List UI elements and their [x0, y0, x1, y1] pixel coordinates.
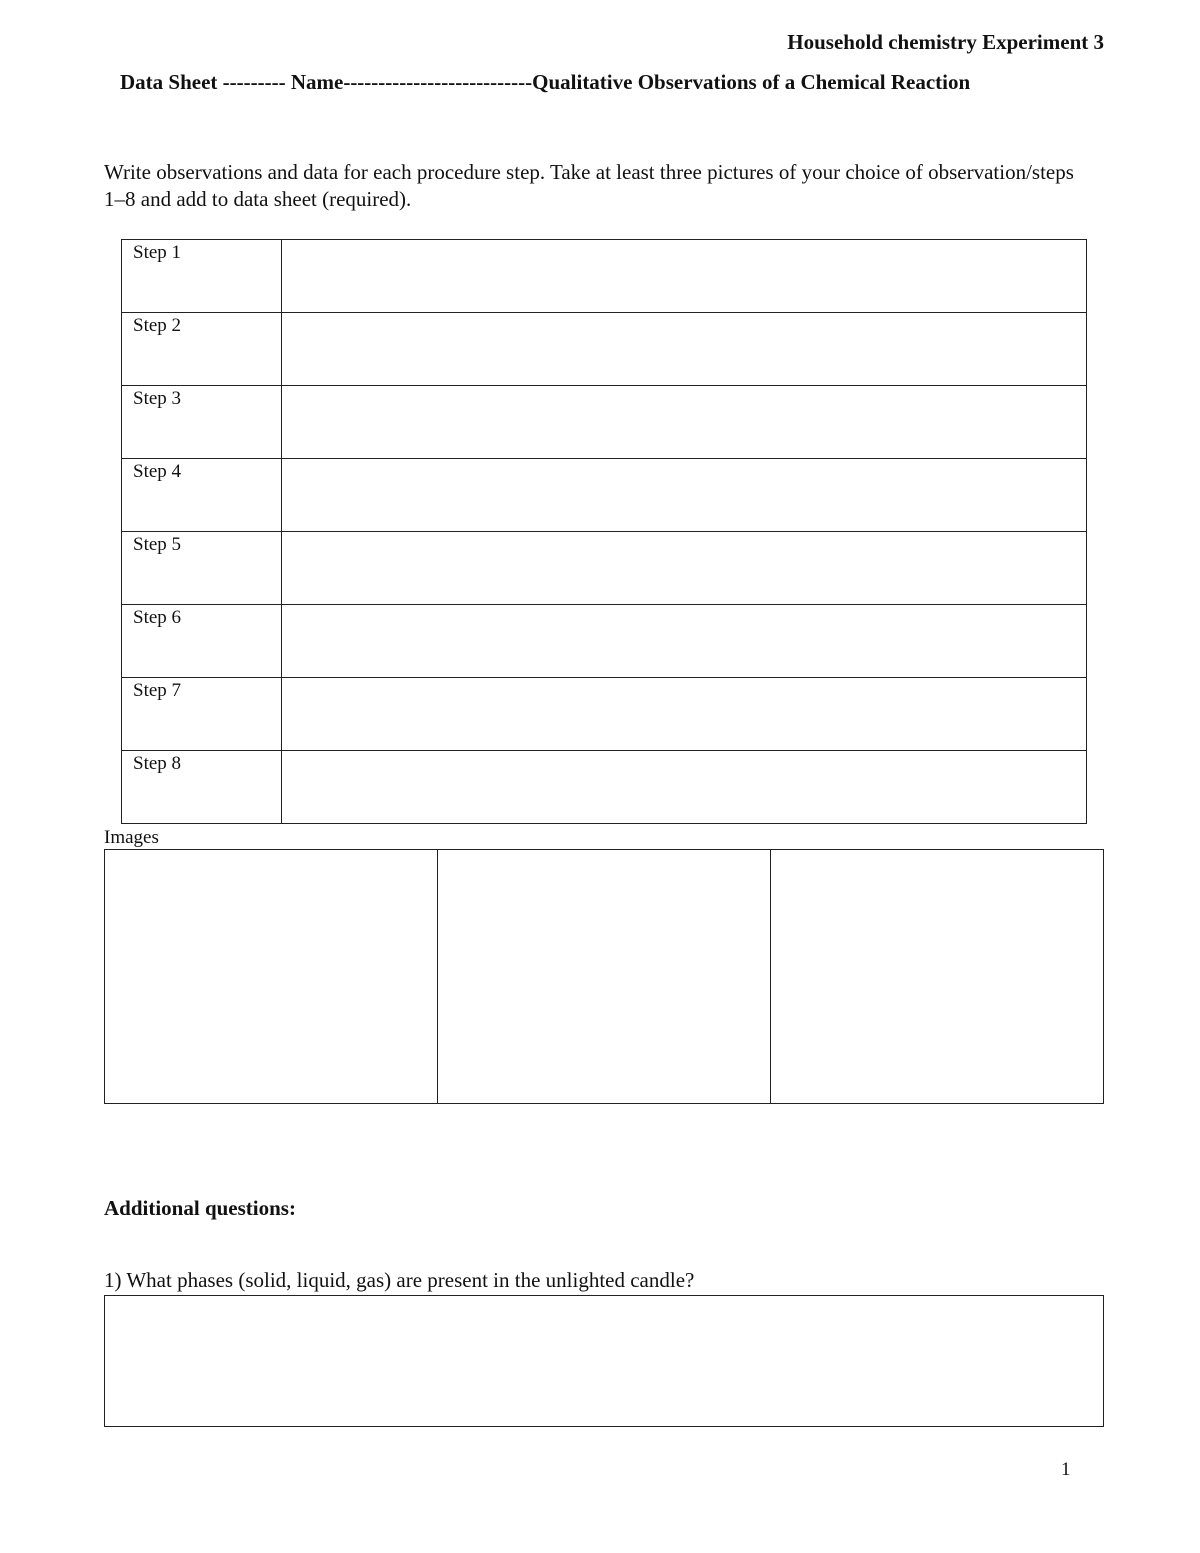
table-row	[122, 240, 1087, 313]
table-row	[122, 605, 1087, 678]
images-table	[104, 849, 1104, 1104]
step-label: Step 3	[122, 386, 282, 459]
step-label: Step 2	[122, 313, 282, 386]
step-observation-cell[interactable]	[282, 605, 1087, 678]
instructions-text: Write observations and data for each procedure step. Take at least three pictures of your choice of observation/steps 1–8 and add to data sheet (required).	[104, 160, 1074, 211]
steps-table	[121, 239, 1087, 824]
step-label: Step 7	[122, 678, 282, 751]
image-slot[interactable]	[105, 850, 438, 1104]
step-label: Step 1	[122, 240, 282, 313]
question-1-text: 1) What phases (solid, liquid, gas) are present in the unlighted candle?	[104, 1268, 695, 1292]
table-row	[122, 751, 1087, 824]
data-sheet-header: Data Sheet --------- Name---------------------------Qualitative Observations of a Chemical Reaction	[120, 70, 971, 94]
image-slot[interactable]	[438, 850, 771, 1104]
step-observation-cell[interactable]	[282, 240, 1087, 313]
page-number: 1	[1061, 1459, 1071, 1480]
step-observation-cell[interactable]	[282, 313, 1087, 386]
table-row	[122, 532, 1087, 605]
step-label: Step 8	[122, 751, 282, 824]
experiment-title: Household chemistry Experiment 3	[787, 30, 1104, 54]
step-observation-cell[interactable]	[282, 678, 1087, 751]
step-label: Step 4	[122, 459, 282, 532]
step-observation-cell[interactable]	[282, 751, 1087, 824]
image-slot[interactable]	[771, 850, 1104, 1104]
step-label: Step 6	[122, 605, 282, 678]
step-label: Step 5	[122, 532, 282, 605]
images-label: Images	[104, 827, 159, 848]
table-row	[122, 459, 1087, 532]
images-row	[105, 850, 1104, 1104]
table-row	[122, 678, 1087, 751]
question-1-answer-box[interactable]	[104, 1295, 1104, 1427]
step-observation-cell[interactable]	[282, 532, 1087, 605]
table-row	[122, 313, 1087, 386]
table-row	[122, 386, 1087, 459]
additional-questions-heading: Additional questions:	[104, 1196, 296, 1220]
step-observation-cell[interactable]	[282, 386, 1087, 459]
step-observation-cell[interactable]	[282, 459, 1087, 532]
